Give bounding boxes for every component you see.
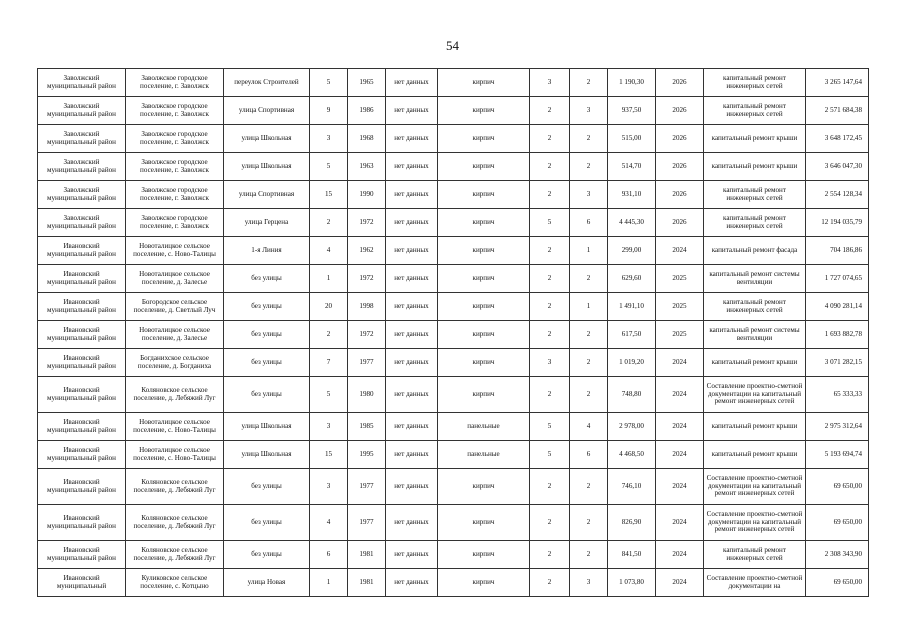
cell-data-status: нет данных xyxy=(386,413,438,441)
cell-street: улица Школьная xyxy=(224,153,310,181)
cell-plan-year: 2026 xyxy=(656,209,704,237)
cell-house-number: 9 xyxy=(310,97,348,125)
cell-cost: 69 650,00 xyxy=(806,569,869,597)
cell-plan-year: 2024 xyxy=(656,237,704,265)
cell-plan-year: 2026 xyxy=(656,125,704,153)
cell-wall-material: панельные xyxy=(438,413,530,441)
cell-build-year: 1985 xyxy=(348,413,386,441)
cell-settlement: Новоталицкое сельское поселение, с. Ново-Талицы xyxy=(126,237,224,265)
cell-cost: 12 194 035,79 xyxy=(806,209,869,237)
cell-cost: 1 727 074,65 xyxy=(806,265,869,293)
cell-district: Ивановский муниципальный район xyxy=(38,293,126,321)
cell-wall-material: кирпич xyxy=(438,209,530,237)
cell-district: Ивановский муниципальный район xyxy=(38,265,126,293)
cell-house-number: 3 xyxy=(310,125,348,153)
cell-entrances: 3 xyxy=(570,97,608,125)
cell-district: Ивановский муниципальный район xyxy=(38,505,126,541)
cell-wall-material: кирпич xyxy=(438,569,530,597)
cell-build-year: 1981 xyxy=(348,541,386,569)
cell-entrances: 1 xyxy=(570,293,608,321)
cell-build-year: 1980 xyxy=(348,377,386,413)
cell-house-number: 1 xyxy=(310,265,348,293)
cell-cost: 3 648 172,45 xyxy=(806,125,869,153)
cell-plan-year: 2024 xyxy=(656,377,704,413)
cell-street: без улицы xyxy=(224,541,310,569)
cell-data-status: нет данных xyxy=(386,469,438,505)
cell-district: Ивановский муниципальный xyxy=(38,569,126,597)
cell-cost: 1 693 882,78 xyxy=(806,321,869,349)
cell-district: Ивановский муниципальный район xyxy=(38,377,126,413)
cell-floors: 5 xyxy=(530,209,570,237)
cell-entrances: 3 xyxy=(570,569,608,597)
cell-settlement: Куликовское сельское поселение, с. Котцыно xyxy=(126,569,224,597)
cell-settlement: Коляновское сельское поселение, д. Лебяжий Луг xyxy=(126,377,224,413)
cell-data-status: нет данных xyxy=(386,97,438,125)
cell-build-year: 1963 xyxy=(348,153,386,181)
cell-cost: 3 646 047,30 xyxy=(806,153,869,181)
cell-build-year: 1972 xyxy=(348,209,386,237)
cell-street: улица Школьная xyxy=(224,441,310,469)
table-row xyxy=(38,469,869,505)
cell-house-number: 1 xyxy=(310,569,348,597)
cell-cost: 5 193 694,74 xyxy=(806,441,869,469)
cell-build-year: 1977 xyxy=(348,505,386,541)
table-row xyxy=(38,69,869,97)
cell-cost: 3 265 147,64 xyxy=(806,69,869,97)
cell-entrances: 2 xyxy=(570,125,608,153)
cell-plan-year: 2024 xyxy=(656,413,704,441)
cell-street: без улицы xyxy=(224,349,310,377)
cell-build-year: 1977 xyxy=(348,349,386,377)
cell-area: 617,50 xyxy=(608,321,656,349)
cell-build-year: 1972 xyxy=(348,321,386,349)
cell-floors: 2 xyxy=(530,377,570,413)
cell-plan-year: 2026 xyxy=(656,69,704,97)
cell-street: без улицы xyxy=(224,293,310,321)
cell-house-number: 4 xyxy=(310,505,348,541)
cell-settlement: Новоталицкое сельское поселение, д. Залесье xyxy=(126,321,224,349)
cell-wall-material: кирпич xyxy=(438,181,530,209)
cell-build-year: 1968 xyxy=(348,125,386,153)
cell-district: Заволжский муниципальный район xyxy=(38,125,126,153)
cell-plan-year: 2024 xyxy=(656,469,704,505)
cell-area: 937,50 xyxy=(608,97,656,125)
cell-area: 841,50 xyxy=(608,541,656,569)
cell-plan-year: 2026 xyxy=(656,153,704,181)
cell-work-type: капитальный ремонт инженерных сетей xyxy=(704,69,806,97)
cell-entrances: 2 xyxy=(570,377,608,413)
cell-house-number: 6 xyxy=(310,541,348,569)
cell-street: 1-я Линия xyxy=(224,237,310,265)
cell-district: Заволжский муниципальный район xyxy=(38,153,126,181)
table-row xyxy=(38,321,869,349)
cell-entrances: 1 xyxy=(570,237,608,265)
cell-data-status: нет данных xyxy=(386,377,438,413)
table-row xyxy=(38,209,869,237)
cell-settlement: Заволжское городское поселение, г. Заволжск xyxy=(126,97,224,125)
cell-build-year: 1981 xyxy=(348,569,386,597)
cell-floors: 2 xyxy=(530,293,570,321)
cell-data-status: нет данных xyxy=(386,541,438,569)
cell-work-type: капитальный ремонт крыши xyxy=(704,349,806,377)
cell-wall-material: кирпич xyxy=(438,153,530,181)
cell-street: улица Спортивная xyxy=(224,97,310,125)
cell-street: улица Герцена xyxy=(224,209,310,237)
cell-floors: 2 xyxy=(530,125,570,153)
cell-district: Ивановский муниципальный район xyxy=(38,321,126,349)
cell-data-status: нет данных xyxy=(386,505,438,541)
cell-street: без улицы xyxy=(224,469,310,505)
cell-build-year: 1998 xyxy=(348,293,386,321)
cell-entrances: 3 xyxy=(570,181,608,209)
table-body xyxy=(38,69,869,597)
cell-entrances: 2 xyxy=(570,349,608,377)
cell-wall-material: кирпич xyxy=(438,69,530,97)
cell-cost: 65 333,33 xyxy=(806,377,869,413)
cell-build-year: 1986 xyxy=(348,97,386,125)
cell-wall-material: кирпич xyxy=(438,125,530,153)
table-row xyxy=(38,441,869,469)
cell-settlement: Коляновское сельское поселение, д. Лебяжий Луг xyxy=(126,469,224,505)
cell-data-status: нет данных xyxy=(386,441,438,469)
cell-build-year: 1977 xyxy=(348,469,386,505)
cell-district: Ивановский муниципальный район xyxy=(38,237,126,265)
cell-settlement: Богородское сельское поселение, д. Светлый Луч xyxy=(126,293,224,321)
cell-district: Заволжский муниципальный район xyxy=(38,97,126,125)
cell-street: улица Спортивная xyxy=(224,181,310,209)
cell-floors: 5 xyxy=(530,441,570,469)
cell-plan-year: 2024 xyxy=(656,505,704,541)
cell-house-number: 3 xyxy=(310,413,348,441)
cell-build-year: 1972 xyxy=(348,265,386,293)
cell-house-number: 7 xyxy=(310,349,348,377)
cell-floors: 5 xyxy=(530,413,570,441)
cell-cost: 69 650,00 xyxy=(806,469,869,505)
cell-floors: 2 xyxy=(530,541,570,569)
cell-area: 299,00 xyxy=(608,237,656,265)
cell-floors: 2 xyxy=(530,265,570,293)
cell-settlement: Заволжское городское поселение, г. Заволжск xyxy=(126,209,224,237)
cell-plan-year: 2026 xyxy=(656,97,704,125)
cell-settlement: Богданихское сельское поселение, д. Богданиха xyxy=(126,349,224,377)
cell-house-number: 5 xyxy=(310,377,348,413)
cell-entrances: 2 xyxy=(570,321,608,349)
cell-work-type: капитальный ремонт инженерных сетей xyxy=(704,97,806,125)
cell-build-year: 1962 xyxy=(348,237,386,265)
cell-wall-material: кирпич xyxy=(438,349,530,377)
cell-plan-year: 2026 xyxy=(656,181,704,209)
cell-house-number: 15 xyxy=(310,441,348,469)
cell-area: 1 073,80 xyxy=(608,569,656,597)
cell-house-number: 15 xyxy=(310,181,348,209)
cell-floors: 2 xyxy=(530,181,570,209)
cell-settlement: Новоталицкое сельское поселение, д. Залесье xyxy=(126,265,224,293)
cell-work-type: капитальный ремонт инженерных сетей xyxy=(704,293,806,321)
cell-data-status: нет данных xyxy=(386,321,438,349)
cell-area: 4 468,50 xyxy=(608,441,656,469)
cell-wall-material: кирпич xyxy=(438,321,530,349)
cell-district: Ивановский муниципальный район xyxy=(38,541,126,569)
cell-entrances: 2 xyxy=(570,505,608,541)
table-row xyxy=(38,541,869,569)
cell-cost: 3 071 282,15 xyxy=(806,349,869,377)
cell-district: Заволжский муниципальный район xyxy=(38,69,126,97)
cell-work-type: капитальный ремонт инженерных сетей xyxy=(704,181,806,209)
cell-street: без улицы xyxy=(224,265,310,293)
cell-street: переулок Строителей xyxy=(224,69,310,97)
cell-work-type: Составление проектно-сметной документации на капитальный ремонт инженерных сетей xyxy=(704,377,806,413)
cell-settlement: Новоталицкое сельское поселение, с. Ново-Талицы xyxy=(126,441,224,469)
cell-data-status: нет данных xyxy=(386,125,438,153)
cell-wall-material: кирпич xyxy=(438,469,530,505)
cell-settlement: Заволжское городское поселение, г. Заволжск xyxy=(126,125,224,153)
table-row xyxy=(38,153,869,181)
cell-house-number: 2 xyxy=(310,209,348,237)
cell-work-type: Составление проектно-сметной документации на капитальный ремонт инженерных сетей xyxy=(704,469,806,505)
cell-settlement: Заволжское городское поселение, г. Заволжск xyxy=(126,181,224,209)
table-row xyxy=(38,377,869,413)
cell-data-status: нет данных xyxy=(386,349,438,377)
cell-build-year: 1995 xyxy=(348,441,386,469)
cell-build-year: 1990 xyxy=(348,181,386,209)
cell-area: 1 019,20 xyxy=(608,349,656,377)
table-row xyxy=(38,265,869,293)
cell-work-type: капитальный ремонт крыши xyxy=(704,153,806,181)
cell-settlement: Заволжское городское поселение, г. Заволжск xyxy=(126,153,224,181)
table-row xyxy=(38,181,869,209)
cell-floors: 3 xyxy=(530,69,570,97)
cell-cost: 2 308 343,90 xyxy=(806,541,869,569)
cell-district: Ивановский муниципальный район xyxy=(38,413,126,441)
cell-entrances: 2 xyxy=(570,469,608,505)
cell-floors: 2 xyxy=(530,97,570,125)
cell-cost: 2 554 128,34 xyxy=(806,181,869,209)
cell-plan-year: 2024 xyxy=(656,569,704,597)
cell-entrances: 2 xyxy=(570,265,608,293)
cell-work-type: капитальный ремонт системы вентиляции xyxy=(704,321,806,349)
cell-area: 1 491,10 xyxy=(608,293,656,321)
table-row xyxy=(38,237,869,265)
cell-area: 629,60 xyxy=(608,265,656,293)
table-row xyxy=(38,413,869,441)
cell-cost: 704 186,86 xyxy=(806,237,869,265)
table-row xyxy=(38,349,869,377)
cell-wall-material: кирпич xyxy=(438,377,530,413)
cell-house-number: 20 xyxy=(310,293,348,321)
cell-work-type: капитальный ремонт крыши xyxy=(704,441,806,469)
cell-plan-year: 2024 xyxy=(656,349,704,377)
cell-district: Заволжский муниципальный район xyxy=(38,181,126,209)
page-number: 54 xyxy=(446,38,459,53)
cell-wall-material: кирпич xyxy=(438,505,530,541)
cell-wall-material: панельные xyxy=(438,441,530,469)
cell-settlement: Заволжское городское поселение, г. Заволжск xyxy=(126,69,224,97)
cell-wall-material: кирпич xyxy=(438,97,530,125)
capital-repair-table xyxy=(37,68,869,597)
cell-area: 1 190,30 xyxy=(608,69,656,97)
cell-work-type: капитальный ремонт инженерных сетей xyxy=(704,541,806,569)
cell-wall-material: кирпич xyxy=(438,237,530,265)
cell-wall-material: кирпич xyxy=(438,541,530,569)
cell-plan-year: 2024 xyxy=(656,541,704,569)
cell-work-type: капитальный ремонт фасада xyxy=(704,237,806,265)
cell-street: улица Школьная xyxy=(224,413,310,441)
cell-plan-year: 2025 xyxy=(656,321,704,349)
cell-district: Ивановский муниципальный район xyxy=(38,441,126,469)
cell-district: Заволжский муниципальный район xyxy=(38,209,126,237)
cell-floors: 2 xyxy=(530,237,570,265)
cell-house-number: 5 xyxy=(310,69,348,97)
cell-area: 4 445,30 xyxy=(608,209,656,237)
cell-floors: 2 xyxy=(530,505,570,541)
cell-cost: 69 650,00 xyxy=(806,505,869,541)
cell-data-status: нет данных xyxy=(386,153,438,181)
cell-settlement: Новоталицкое сельское поселение, с. Ново-Талицы xyxy=(126,413,224,441)
cell-area: 826,90 xyxy=(608,505,656,541)
cell-house-number: 2 xyxy=(310,321,348,349)
cell-house-number: 4 xyxy=(310,237,348,265)
cell-wall-material: кирпич xyxy=(438,265,530,293)
cell-street: улица Школьная xyxy=(224,125,310,153)
cell-cost: 2 571 684,38 xyxy=(806,97,869,125)
cell-work-type: капитальный ремонт крыши xyxy=(704,125,806,153)
cell-floors: 2 xyxy=(530,321,570,349)
cell-data-status: нет данных xyxy=(386,209,438,237)
cell-district: Ивановский муниципальный район xyxy=(38,469,126,505)
cell-area: 515,00 xyxy=(608,125,656,153)
cell-work-type: капитальный ремонт крыши xyxy=(704,413,806,441)
cell-data-status: нет данных xyxy=(386,569,438,597)
cell-area: 746,10 xyxy=(608,469,656,505)
table-row xyxy=(38,293,869,321)
cell-settlement: Коляновское сельское поселение, д. Лебяжий Луг xyxy=(126,541,224,569)
cell-data-status: нет данных xyxy=(386,265,438,293)
cell-house-number: 5 xyxy=(310,153,348,181)
cell-floors: 2 xyxy=(530,469,570,505)
cell-build-year: 1965 xyxy=(348,69,386,97)
cell-district: Ивановский муниципальный район xyxy=(38,349,126,377)
cell-plan-year: 2025 xyxy=(656,265,704,293)
table-row xyxy=(38,569,869,597)
cell-work-type: Составление проектно-сметной документации на xyxy=(704,569,806,597)
cell-entrances: 6 xyxy=(570,441,608,469)
cell-floors: 2 xyxy=(530,569,570,597)
cell-data-status: нет данных xyxy=(386,69,438,97)
table-row xyxy=(38,125,869,153)
cell-cost: 2 975 312,64 xyxy=(806,413,869,441)
cell-data-status: нет данных xyxy=(386,293,438,321)
table-row xyxy=(38,505,869,541)
cell-street: без улицы xyxy=(224,505,310,541)
cell-street: без улицы xyxy=(224,321,310,349)
cell-area: 748,80 xyxy=(608,377,656,413)
cell-work-type: капитальный ремонт инженерных сетей xyxy=(704,209,806,237)
cell-entrances: 2 xyxy=(570,153,608,181)
cell-entrances: 2 xyxy=(570,69,608,97)
cell-floors: 2 xyxy=(530,153,570,181)
cell-data-status: нет данных xyxy=(386,181,438,209)
cell-area: 931,10 xyxy=(608,181,656,209)
cell-plan-year: 2025 xyxy=(656,293,704,321)
cell-entrances: 4 xyxy=(570,413,608,441)
cell-entrances: 2 xyxy=(570,541,608,569)
table-row xyxy=(38,97,869,125)
cell-work-type: капитальный ремонт системы вентиляции xyxy=(704,265,806,293)
cell-area: 514,70 xyxy=(608,153,656,181)
cell-work-type: Составление проектно-сметной документации на капитальный ремонт инженерных сетей xyxy=(704,505,806,541)
cell-settlement: Коляновское сельское поселение, д. Лебяжий Луг xyxy=(126,505,224,541)
cell-street: улица Новая xyxy=(224,569,310,597)
cell-cost: 4 090 281,14 xyxy=(806,293,869,321)
cell-entrances: 6 xyxy=(570,209,608,237)
cell-plan-year: 2024 xyxy=(656,441,704,469)
cell-house-number: 3 xyxy=(310,469,348,505)
cell-street: без улицы xyxy=(224,377,310,413)
cell-wall-material: кирпич xyxy=(438,293,530,321)
cell-area: 2 978,00 xyxy=(608,413,656,441)
cell-data-status: нет данных xyxy=(386,237,438,265)
cell-floors: 3 xyxy=(530,349,570,377)
